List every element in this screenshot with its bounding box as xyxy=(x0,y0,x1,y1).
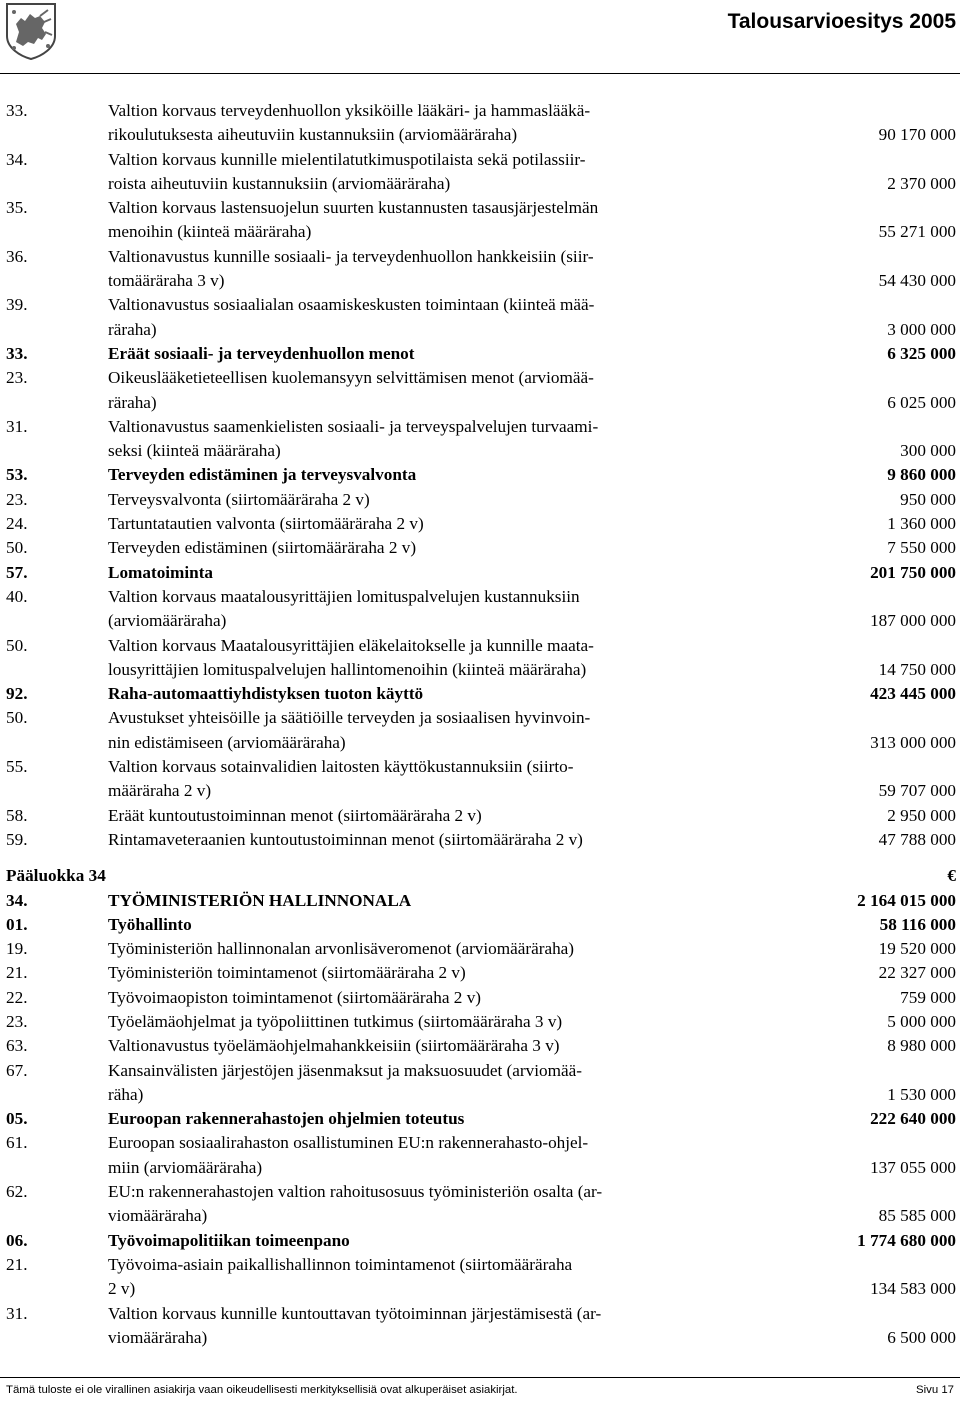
budget-heading-row xyxy=(0,913,960,937)
item-amount: 90 170 000 xyxy=(878,125,956,145)
item-number: 53. xyxy=(6,465,28,485)
item-description: Työministeriön hallinnonalan arvonlisäveromenot (arviomääräraha) xyxy=(108,939,575,959)
item-description: Valtion korvaus maatalousyrittäjien lomituspalvelujen kustannuksiin (arviomääräraha) xyxy=(108,586,580,631)
item-amount: 759 000 xyxy=(900,987,956,1007)
item-description: Lomatoiminta xyxy=(108,562,214,582)
finnish-lion-coat-of-arms-icon xyxy=(4,2,58,60)
document-title: Talousarvioesitys 2005 xyxy=(727,10,956,33)
budget-row xyxy=(0,1131,960,1180)
item-description: Oikeuslääketieteellisen kuolemansyyn selvittämisen menot (arviomää- räraha) xyxy=(108,368,594,412)
item-number: 39. xyxy=(6,295,28,315)
item-description: EU:n rakennerahastojen valtion rahoitusosuus työministeriön osalta (ar- viomääräraha) xyxy=(108,1182,603,1226)
item-number: 58. xyxy=(6,805,28,825)
item-description: Valtion korvaus kunnille kuntouttavan työtoiminnan järjestämisestä (ar- viomääräraha) xyxy=(108,1303,602,1347)
budget-row xyxy=(0,99,960,148)
item-description: Euroopan sosiaalirahaston osallistuminen EU:n rakennerahasto-ohjel- miin (arviomääräraha) xyxy=(108,1133,589,1177)
item-number: 21. xyxy=(6,1254,28,1274)
budget-row xyxy=(0,937,960,961)
budget-row xyxy=(0,706,960,755)
item-description: Avustukset yhteisöille ja säätiöille terveyden ja sosiaalisen hyvinvoin- nin edistämiseen (arviomääräraha) xyxy=(108,708,591,752)
item-number: 61. xyxy=(6,1133,28,1153)
item-description: Valtionavustus saamenkielisten sosiaali- ja terveyspalvelujen turvaami- seksi (kiinteä määräraha) xyxy=(108,416,599,461)
budget-heading-row xyxy=(0,682,960,706)
budget-row xyxy=(0,1253,960,1302)
item-description: Eräät kuntoutustoiminnan menot (siirtomääräraha 2 v) xyxy=(108,805,482,825)
item-amount: 201 750 000 xyxy=(870,562,956,582)
item-number: 19. xyxy=(6,939,28,959)
item-number: 62. xyxy=(6,1182,28,1202)
budget-row xyxy=(0,986,960,1010)
budget-heading-row xyxy=(0,1107,960,1131)
item-amount: 6 500 000 xyxy=(887,1327,956,1347)
item-amount: 55 271 000 xyxy=(878,222,956,242)
header-divider xyxy=(0,73,960,74)
budget-row xyxy=(0,148,960,197)
disclaimer-text: Tämä tuloste ei ole virallinen asiakirja vaan oikeudellisesti merkityksellisiä ovat alkuperäiset asiakirjat. xyxy=(6,1384,518,1396)
item-amount: 54 430 000 xyxy=(878,271,956,291)
item-description: Rintamaveteraanien kuntoutustoiminnan menot (siirtomääräraha 2 v) xyxy=(108,829,583,849)
item-amount: 1 360 000 xyxy=(887,514,956,534)
item-number: 24. xyxy=(6,514,28,534)
item-amount: 2 370 000 xyxy=(887,173,956,193)
budget-row xyxy=(0,755,960,804)
item-number: 22. xyxy=(6,987,28,1007)
item-description: Kansainvälisten järjestöjen jäsenmaksut ja maksuosuudet (arviomää- räha) xyxy=(108,1060,582,1104)
item-number: 31. xyxy=(6,1303,28,1323)
page-number: Sivu 17 xyxy=(916,1384,954,1396)
item-amount: 19 520 000 xyxy=(878,939,956,959)
item-amount: 134 583 000 xyxy=(870,1279,956,1299)
budget-row xyxy=(0,1010,960,1034)
item-number: 55. xyxy=(6,757,28,777)
item-number: 92. xyxy=(6,684,28,704)
item-description: Terveyden edistäminen (siirtomääräraha 2 v) xyxy=(108,538,417,558)
item-amount: 6 325 000 xyxy=(887,343,956,363)
item-description: Työvoimapolitiikan toimeenpano xyxy=(108,1230,350,1250)
budget-row xyxy=(0,196,960,245)
item-number: 50. xyxy=(6,538,28,558)
item-number: 33. xyxy=(6,343,28,363)
item-amount: 187 000 000 xyxy=(870,611,956,631)
item-amount: 58 116 000 xyxy=(879,914,956,934)
budget-rows-section-34 xyxy=(0,889,960,1351)
budget-row xyxy=(0,536,960,560)
item-description: Valtion korvaus lastensuojelun suurten kustannusten tasausjärjestelmän menoihin (kiinteä määräraha) xyxy=(108,198,599,242)
item-amount: 6 025 000 xyxy=(887,392,956,412)
item-description: Valtion korvaus Maatalousyrittäjien eläkelaitokselle ja kunnille maata- lousyrittäjien lomituspalvelujen hallintomenoihin (kiinteä määräraha) xyxy=(108,635,594,679)
item-amount: 8 980 000 xyxy=(887,1036,956,1056)
footer-divider xyxy=(0,1377,960,1378)
page-header xyxy=(0,0,960,64)
budget-row xyxy=(0,1059,960,1108)
item-description: Valtionavustus kunnille sosiaali- ja terveydenhuollon hankkeisiin (siir- tomääräraha 3 v) xyxy=(108,246,594,291)
item-amount: 5 000 000 xyxy=(887,1011,956,1031)
item-description: Työelämäohjelmat ja työpoliittinen tutkimus (siirtomääräraha 3 v) xyxy=(108,1011,563,1031)
budget-heading-row xyxy=(0,561,960,585)
item-number: 63. xyxy=(6,1036,28,1056)
budget-row xyxy=(0,634,960,683)
item-number: 34. xyxy=(6,890,28,910)
item-number: 21. xyxy=(6,963,28,983)
item-amount: 59 707 000 xyxy=(878,781,956,801)
item-description: Valtionavustus työelämäohjelmahankkeisiin (siirtomääräraha 3 v) xyxy=(108,1036,560,1056)
item-number: 01. xyxy=(6,914,28,934)
budget-row xyxy=(0,366,960,415)
item-number: 50. xyxy=(6,708,28,728)
item-description: Työhallinto xyxy=(108,914,192,934)
main-class-heading xyxy=(0,864,960,888)
budget-rows-section-33 xyxy=(0,99,960,852)
item-amount: 300 000 xyxy=(900,441,956,461)
section-spacer xyxy=(0,852,960,864)
item-amount: 85 585 000 xyxy=(878,1206,956,1226)
item-description: Euroopan rakennerahastojen ohjelmien toteutus xyxy=(108,1109,465,1129)
item-description: Terveysvalvonta (siirtomääräraha 2 v) xyxy=(108,489,370,509)
item-amount: 2 950 000 xyxy=(887,805,956,825)
budget-heading-row xyxy=(0,1229,960,1253)
item-number: 06. xyxy=(6,1230,28,1250)
item-number: 31. xyxy=(6,416,28,436)
budget-row xyxy=(0,1034,960,1058)
budget-row xyxy=(0,585,960,634)
item-number: 05. xyxy=(6,1109,28,1129)
item-amount: 313 000 000 xyxy=(870,732,956,752)
item-description: Tartuntatautien valvonta (siirtomääräraha 2 v) xyxy=(108,514,424,534)
item-amount: 14 750 000 xyxy=(878,659,956,679)
item-description: Työvoimaopiston toimintamenot (siirtomääräraha 2 v) xyxy=(108,987,482,1007)
item-number: 59. xyxy=(6,829,28,849)
item-description: Valtion korvaus kunnille mielentilatutkimuspotilaista sekä potilassiir- roista aiheutuviin kustannuksiin (arviomääräraha) xyxy=(108,149,586,193)
item-description: Eräät sosiaali- ja terveydenhuollon menot xyxy=(108,343,415,363)
budget-heading-row xyxy=(0,342,960,366)
item-amount: 22 327 000 xyxy=(878,963,956,983)
item-amount: 1 530 000 xyxy=(887,1084,956,1104)
item-number: 50. xyxy=(6,635,28,655)
item-amount: 137 055 000 xyxy=(870,1157,956,1177)
item-amount: 950 000 xyxy=(900,489,956,509)
item-number: 35. xyxy=(6,198,28,218)
item-number: 67. xyxy=(6,1060,28,1080)
item-amount: 1 774 680 000 xyxy=(857,1230,956,1250)
item-description: Valtion korvaus sotainvalidien laitosten käyttökustannuksiin (siirto- määräraha 2 v) xyxy=(108,757,574,801)
budget-heading-row xyxy=(0,889,960,913)
item-description: Terveyden edistäminen ja terveysvalvonta xyxy=(108,465,417,485)
budget-row xyxy=(0,415,960,464)
item-amount: 222 640 000 xyxy=(870,1109,956,1129)
item-number: 40. xyxy=(6,586,28,606)
budget-row xyxy=(0,293,960,342)
budget-table xyxy=(0,99,960,1350)
item-description: TYÖMINISTERIÖN HALLINNONALA xyxy=(108,890,412,910)
item-number: 34. xyxy=(6,149,28,169)
item-amount: 423 445 000 xyxy=(870,684,956,704)
item-amount: 3 000 000 xyxy=(887,319,956,339)
item-description: Työministeriön toimintamenot (siirtomääräraha 2 v) xyxy=(108,963,466,983)
budget-row xyxy=(0,245,960,294)
budget-row xyxy=(0,828,960,852)
budget-row xyxy=(0,1302,960,1351)
item-description: Raha-automaattiyhdistyksen tuoton käyttö xyxy=(108,684,424,704)
item-description: Valtionavustus sosiaalialan osaamiskeskusten toimintaan (kiinteä mää- räraha) xyxy=(108,295,595,339)
item-description: Työvoima-asiain paikallishallinnon toimintamenot (siirtomääräraha 2 v) xyxy=(108,1254,573,1299)
budget-row xyxy=(0,961,960,985)
item-number: 23. xyxy=(6,368,28,388)
item-number: 36. xyxy=(6,246,28,266)
item-number: 57. xyxy=(6,562,28,582)
item-amount: 7 550 000 xyxy=(887,538,956,558)
item-number: 33. xyxy=(6,101,28,120)
item-description: Valtion korvaus terveydenhuollon yksiköille lääkäri- ja hammaslääkä- rikoulutuksesta aiheutuviin kustannuksiin (arviomääräraha) xyxy=(108,101,591,145)
budget-row xyxy=(0,804,960,828)
item-amount: 47 788 000 xyxy=(878,829,956,849)
currency-symbol: € xyxy=(947,866,956,886)
item-amount: 9 860 000 xyxy=(887,465,956,485)
budget-row xyxy=(0,488,960,512)
budget-heading-row xyxy=(0,463,960,487)
budget-row xyxy=(0,1180,960,1229)
budget-row xyxy=(0,512,960,536)
item-number: 23. xyxy=(6,1011,28,1031)
item-amount: 2 164 015 000 xyxy=(857,890,956,910)
main-class-label: Pääluokka 34 xyxy=(6,866,106,886)
item-number: 23. xyxy=(6,489,28,509)
